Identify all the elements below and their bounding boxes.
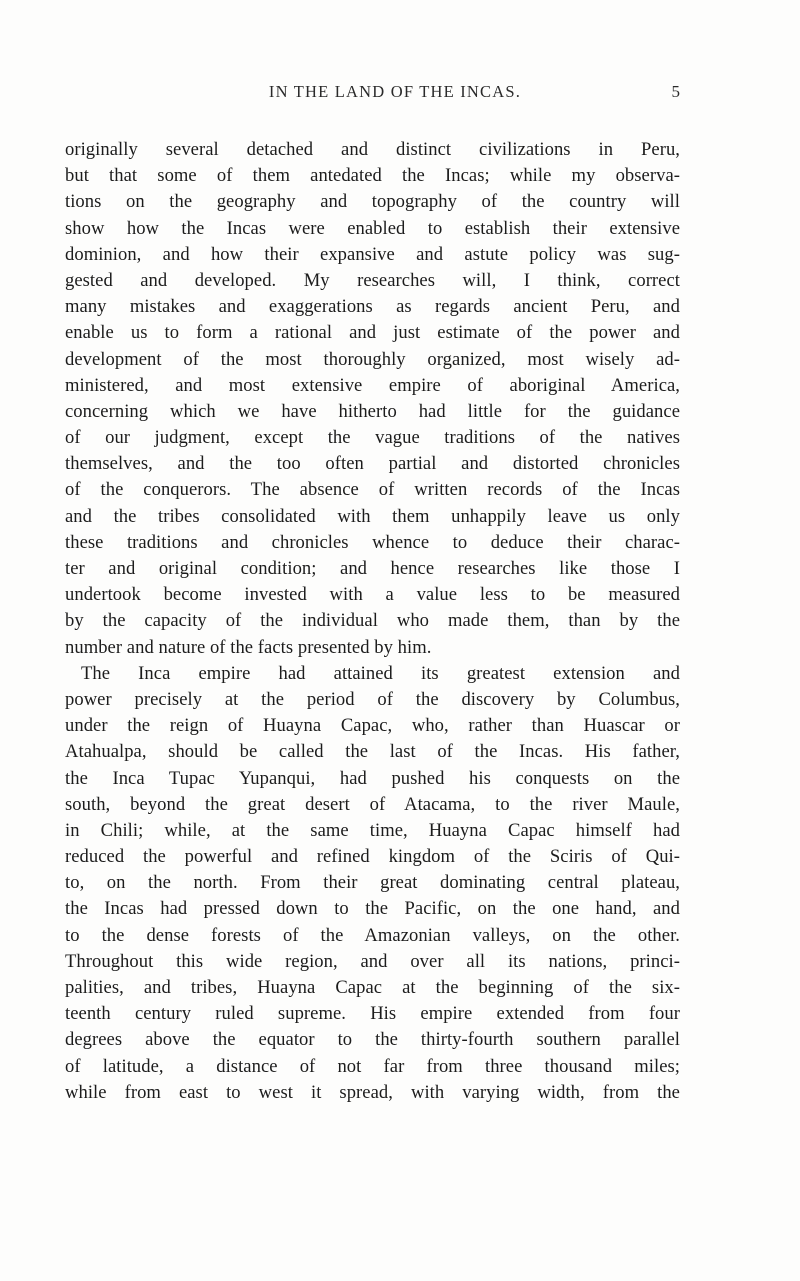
- paragraph-start-line: The Inca empire had attained its greatest extension and: [81, 662, 680, 684]
- text-line: palities, and tribes, Huayna Capac at the beginning of the six-: [65, 977, 680, 998]
- text-line: under the reign of Huayna Capac, who, rather than Huascar or: [65, 715, 680, 737]
- text-line: dominion, and how their expansive and astute policy was sug-: [65, 243, 680, 265]
- text-line: the Incas had pressed down to the Pacific, on the one hand, and: [65, 898, 680, 920]
- page-number: 5: [671, 82, 680, 101]
- running-title: IN THE LAND OF THE INCAS.: [268, 82, 522, 101]
- text-line: south, beyond the great desert of Atacama, to the river Maule,: [65, 793, 680, 815]
- text-line: and the tribes consolidated with them unhappily leave us only: [65, 505, 680, 527]
- body-text: [65, 137, 680, 1106]
- text-line: show how the Incas were enabled to establish their extensive: [65, 217, 680, 239]
- paragraph-end-line: number and nature of the facts presented by him.: [65, 636, 432, 658]
- text-line: the Inca Tupac Yupanqui, had pushed his conquests on the: [65, 767, 680, 789]
- text-line: ter and original condition; and hence researches like those I: [65, 558, 680, 579]
- text-line: enable us to form a rational and just estimate of the power and: [65, 322, 680, 344]
- text-line: tions on the geography and topography of the country will: [65, 191, 680, 213]
- text-line: many mistakes and exaggerations as regards ancient Peru, and: [65, 296, 680, 318]
- text-line: gested and developed. My researches will, I think, correct: [65, 269, 680, 291]
- text-line: of our judgment, except the vague traditions of the natives: [65, 427, 680, 449]
- text-line: development of the most thoroughly organized, most wisely ad-: [65, 348, 680, 370]
- text-line: themselves, and the too often partial and distorted chronicles: [65, 453, 680, 475]
- text-line: reduced the powerful and refined kingdom of the Sciris of Qui-: [65, 846, 680, 868]
- text-line: by the capacity of the individual who made them, than by the: [65, 610, 680, 632]
- text-line: Throughout this wide region, and over all its nations, princi-: [65, 950, 680, 972]
- text-line: teenth century ruled supreme. His empire extended from four: [65, 1003, 680, 1025]
- text-line: originally several detached and distinct civilizations in Peru,: [65, 139, 680, 160]
- text-line: undertook become invested with a value less to be measured: [65, 584, 680, 606]
- text-line: these traditions and chronicles whence to deduce their charac-: [65, 531, 680, 553]
- running-head: [110, 82, 680, 112]
- text-line: power precisely at the period of the discovery by Columbus,: [65, 688, 680, 710]
- text-line: of the conquerors. The absence of written records of the Incas: [65, 479, 680, 501]
- text-line: concerning which we have hitherto had little for the guidance: [65, 400, 680, 422]
- text-line: to, on the north. From their great dominating central plateau,: [65, 872, 680, 894]
- text-line: to the dense forests of the Amazonian valleys, on the other.: [65, 924, 680, 946]
- text-line: in Chili; while, at the same time, Huayna Capac himself had: [65, 819, 680, 841]
- text-line: degrees above the equator to the thirty-fourth southern parallel: [65, 1029, 680, 1051]
- text-line: Atahualpa, should be called the last of the Incas. His father,: [65, 741, 680, 763]
- text-line: ministered, and most extensive empire of aboriginal America,: [65, 374, 680, 396]
- text-line: of latitude, a distance of not far from three thousand miles;: [65, 1055, 680, 1077]
- text-line: but that some of them antedated the Incas; while my observa-: [65, 165, 680, 187]
- text-line: while from east to west it spread, with varying width, from the: [65, 1081, 680, 1103]
